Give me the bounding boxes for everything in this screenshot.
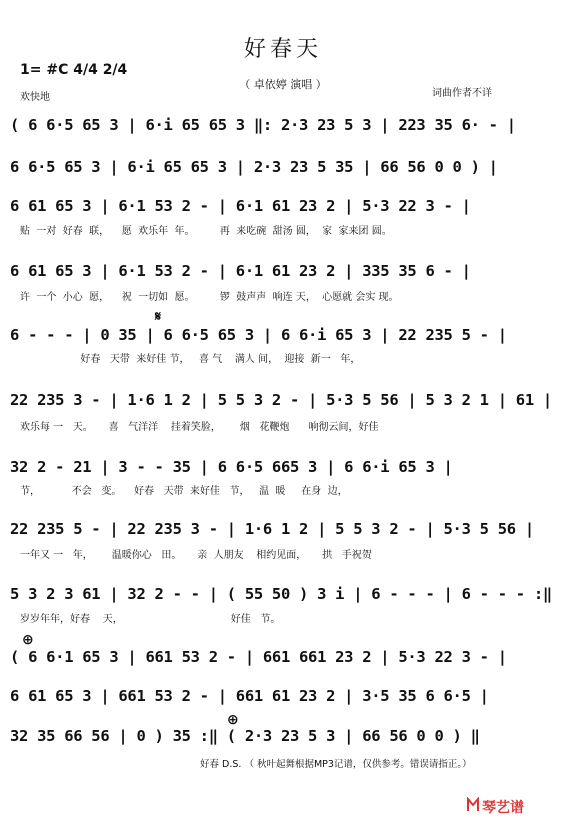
score-row-8: 22 235 5 - | 22 235 3 - | 1·6 1 2 | 5 5 3 2 - | 5·3 5 56 | [10,520,534,538]
lyric-row-6: 欢乐每 一 天。 喜 气洋洋 挂着笑脸， 烟 花鞭炮 响彻云间，好佳 [20,422,379,432]
ds-marking: 好春 D.S. [200,759,242,770]
score-row-5: 6 - - - | 0 35 | 6 6·5 65 3 | 6 6·i 65 3 | 22 235 5 - | [10,326,507,344]
lyric-row-3: 贴 一对 好春 联， 愿 欢乐年 年。 再 来吃碗 甜汤 圆， 家 家来团 圆。 [20,226,392,236]
score-row-2: 6 6·5 65 3 | 6·i 65 65 3 | 2·3 23 5 35 | 66 56 0 0 ) | [10,158,498,176]
lyric-row-8: 一年又 一 年， 温暖你心 田。 亲 人朋友 相约见面， 拱 手祝贺 [20,550,372,560]
score-row-3: 6 61 65 3 | 6·1 53 2 - | 6·1 61 23 2 | 5·3 22 3 - | [10,197,471,215]
site-logo: 琴艺谱 [482,800,524,816]
score-row-12: 32 35 66 56 | 0 ) 35 :‖ ( 2·3 23 5 3 | 66 56 0 0 ) ‖ [10,727,480,745]
footer-note [200,756,472,770]
song-title: 好春天 [243,37,322,62]
score-row-10: ( 6 6·1 65 3 | 661 53 2 - | 661 661 23 2 | 5·3 22 3 - | [10,648,507,666]
tempo-marking: 欢快地 [20,92,50,103]
logo-icon [466,797,480,817]
lyric-row-5: 好春 天带 来好佳 节， 喜 气 满人 间， 迎接 新一 年， [20,354,361,364]
lyric-row-7: 节， 不会 变。 好春 天带 来好佳 节， 温 暖 在身 边， [20,486,348,496]
score-row-11: 6 61 65 3 | 661 53 2 - | 661 61 23 2 | 3·5 35 6 6·5 | [10,687,489,705]
segno-mark: 𝄋 [155,309,162,325]
transcriber-note: （ 秋叶起舞根据MP3记谱，仅供参考。错误请指正。） [244,759,472,770]
coda-mark-end: ⊕ [227,712,239,728]
lyric-row-9: 岁岁年年，好春 天， 好佳 节。 [20,614,281,624]
coda-mark: ⊕ [22,632,34,648]
author-credit: 词曲作者不详 [432,88,492,99]
singer-credit: （ 卓依婷 演唱 ） [239,78,327,91]
score-row-6: 22 235 3 - | 1·6 1 2 | 5 5 3 2 - | 5·3 5 56 | 5 3 2 1 | 61 | [10,391,552,409]
lyric-row-4: 许 一个 小心 愿， 祝 一切如 愿。 锣 鼓声声 响连 天， 心愿就 会实 现。 [20,292,399,302]
score-row-9: 5 3 2 3 61 | 32 2 - - | ( 55 50 ) 3 i | 6 - - - | 6 - - - :‖ [10,585,552,603]
key-signature: 1= #C 4/4 2/4 [20,62,128,78]
score-row-7: 32 2 - 21 | 3 - - 35 | 6 6·5 665 3 | 6 6·i 65 3 | [10,458,453,476]
score-row-1: ( 6 6·5 65 3 | 6·i 65 65 3 ‖: 2·3 23 5 3 | 223 35 6· - | [10,116,516,134]
score-row-4: 6 61 65 3 | 6·1 53 2 - | 6·1 61 23 2 | 335 35 6 - | [10,262,471,280]
